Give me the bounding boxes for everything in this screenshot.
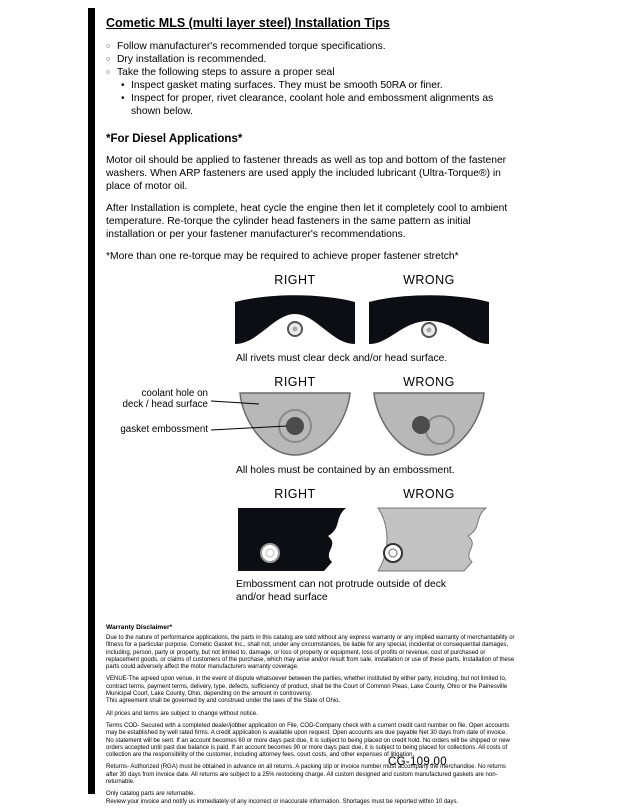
warranty-catalog-note: Only catalog parts are returnable.	[106, 791, 196, 798]
figure-embossment-row	[234, 487, 520, 574]
diesel-applications-heading: *For Diesel Applications*	[106, 133, 243, 145]
figure-rivets-wrong-column	[368, 273, 490, 348]
warranty-section	[106, 624, 516, 806]
wrong-label: WRONG	[403, 273, 455, 287]
right-label: RIGHT	[274, 273, 316, 287]
warranty-paragraph: Due to the nature of performance applications, the parts in this catalog are sold without any express warranty or any implied warranty of merchantability or fitness for a particular purpose. Cometic Gasket Inc., shall not, under any circumstances, be liable for any special, incidental or consequential damages, including, person, party or property, but not limited to, damage, or loss of property or equipment, loss of profits or revenue, cost of purchased or replacement goods, or claims of customers of the purchase, which may arise and/or result from sale, installation or use of these parts. Installation of these parts could adversely affect the motor manufacturers warranty coverage.	[106, 635, 515, 671]
open-bullet-icon: ○	[106, 69, 111, 76]
tip-item	[106, 53, 520, 66]
filled-bullet-icon: •	[121, 93, 125, 104]
coolant-hole-callout-line1: coolant hole on	[141, 388, 208, 399]
coolant-hole-wrong-illustration	[368, 390, 490, 460]
sub-tip-item	[121, 79, 520, 92]
figure-coolant-caption: All holes must be contained by an embossment.	[236, 465, 455, 476]
diesel-paragraph-2: After Installation is complete, heat cycle the engine then let it completely cool to ambient temperature. Re-torque the cylinder head fasteners in the same pattern as initial installation or per your fastener manufacturer's recommendations.	[106, 203, 508, 240]
warranty-governing-law: This agreement shall be governed by and construed under the laws of the State of Ohio.	[106, 698, 341, 705]
figure-embossment-wrong-column	[368, 487, 490, 574]
tip-text: Dry installation is recommended.	[117, 54, 267, 65]
figure-coolant-wrong-column	[368, 375, 490, 460]
page-title: Cometic MLS (multi layer steel) Installation Tips	[106, 16, 390, 30]
right-label: RIGHT	[274, 487, 316, 501]
sub-tip-item	[121, 92, 520, 118]
figure-rivets	[106, 273, 520, 365]
warranty-invoice-note: Review your invoice and notify us immediately of any incorrect or inaccurate information. Shortages must be reported within 10 days.	[106, 798, 459, 805]
coolant-hole-callout	[106, 388, 208, 410]
figure-rivets-row	[234, 273, 520, 348]
right-label: RIGHT	[274, 375, 316, 389]
figure-coolant-right-column	[234, 375, 356, 460]
sub-tip-text: Inspect gasket mating surfaces. They must be smooth 50RA or finer.	[131, 80, 443, 91]
figure-coolant-row	[234, 375, 520, 460]
embossment-wrong-illustration	[368, 502, 490, 574]
figure-embossment-right-column	[234, 487, 356, 574]
page-code: CG-109.00	[388, 756, 447, 768]
coolant-hole-right-illustration	[234, 390, 356, 460]
warranty-terms-paragraph: Terms COD- Secured with a completed dealer/jobber application on File, COD-Company check with a current credit card number on file. Open accounts may be established by well rated firms. A credit application is available upon request. Open accounts are due payable Net 30 days from date of invoice. No statement will be sent. If an account becomes 60 or more days past due, it is subject to being placed on credit hold. No orders will be shipped or new orders accepted until past due balance is paid. If an account becomes 90 or more days past due, it is subject to being placed for collections. All costs of collection are the responsibility of the customer, including attorney fees, court costs, and other expenses of litigation.	[106, 722, 510, 759]
wrong-label: WRONG	[403, 375, 455, 389]
rivet-clearance-wrong-illustration	[368, 288, 490, 348]
tip-text: Take the following steps to assure a proper seal	[117, 67, 335, 78]
wrong-label: WRONG	[403, 487, 455, 501]
open-bullet-icon: ○	[106, 43, 111, 50]
warranty-returns-paragraph: Returns- Authorized (RGA) must be obtained in advance on all returns. A packing slip or invoice number must accompany the merchandise. No returns after 30 days from invoice date. All returns are subject to a 25% restocking charge. All custom designed and custom manufactured gaskets are non-returnable.	[106, 764, 506, 786]
filled-bullet-icon: •	[121, 80, 125, 91]
tip-item	[106, 40, 520, 53]
page-content	[106, 14, 520, 811]
figure-embossment-caption: Embossment can not protrude outside of deck and/or head surface	[236, 579, 447, 603]
open-bullet-icon: ○	[106, 56, 111, 63]
warranty-heading: Warranty Disclaimer*	[106, 624, 173, 631]
figure-embossment	[106, 487, 520, 604]
figure-rivets-right-column	[234, 273, 356, 348]
sub-tip-text: Inspect for proper, rivet clearance, coolant hole and embossment alignments as shown below.	[131, 93, 494, 117]
gasket-embossment-callout: gasket embossment	[120, 424, 208, 435]
embossment-right-illustration	[234, 502, 356, 574]
coolant-hole-callout-line2: deck / head surface	[122, 399, 208, 410]
tip-item	[106, 66, 520, 79]
warranty-venue-paragraph: VENUE-The agreed upon venue, in the event of dispute whatsoever between the parties, whether instituted by either party, including, but not limited to, contract terms, payment terms, delivery, type, defects, sufficiency of product, shall be the Court of Common Pleas, Lake County, Ohio or the Painesville Municipal Court, Lake County, Ohio, depending on the amount in controversy.	[106, 676, 508, 698]
figure-rivets-caption: All rivets must clear deck and/or head surface.	[236, 353, 448, 364]
warranty-prices-note: All prices and terms are subject to change without notice.	[106, 710, 258, 717]
diesel-paragraph-1: Motor oil should be applied to fastener threads as well as top and bottom of the fastener washers. When ARP fasteners are used apply the included lubricant (Ultra-Torque®) in place of motor oil.	[106, 155, 507, 192]
retorque-note: *More than one re-torque may be required to achieve proper fastener stretch*	[106, 251, 459, 262]
left-border-bar	[88, 8, 95, 794]
figure-coolant-holes	[106, 375, 520, 477]
tip-text: Follow manufacturer's recommended torque specifications.	[117, 41, 386, 52]
rivet-clearance-right-illustration	[234, 288, 356, 348]
